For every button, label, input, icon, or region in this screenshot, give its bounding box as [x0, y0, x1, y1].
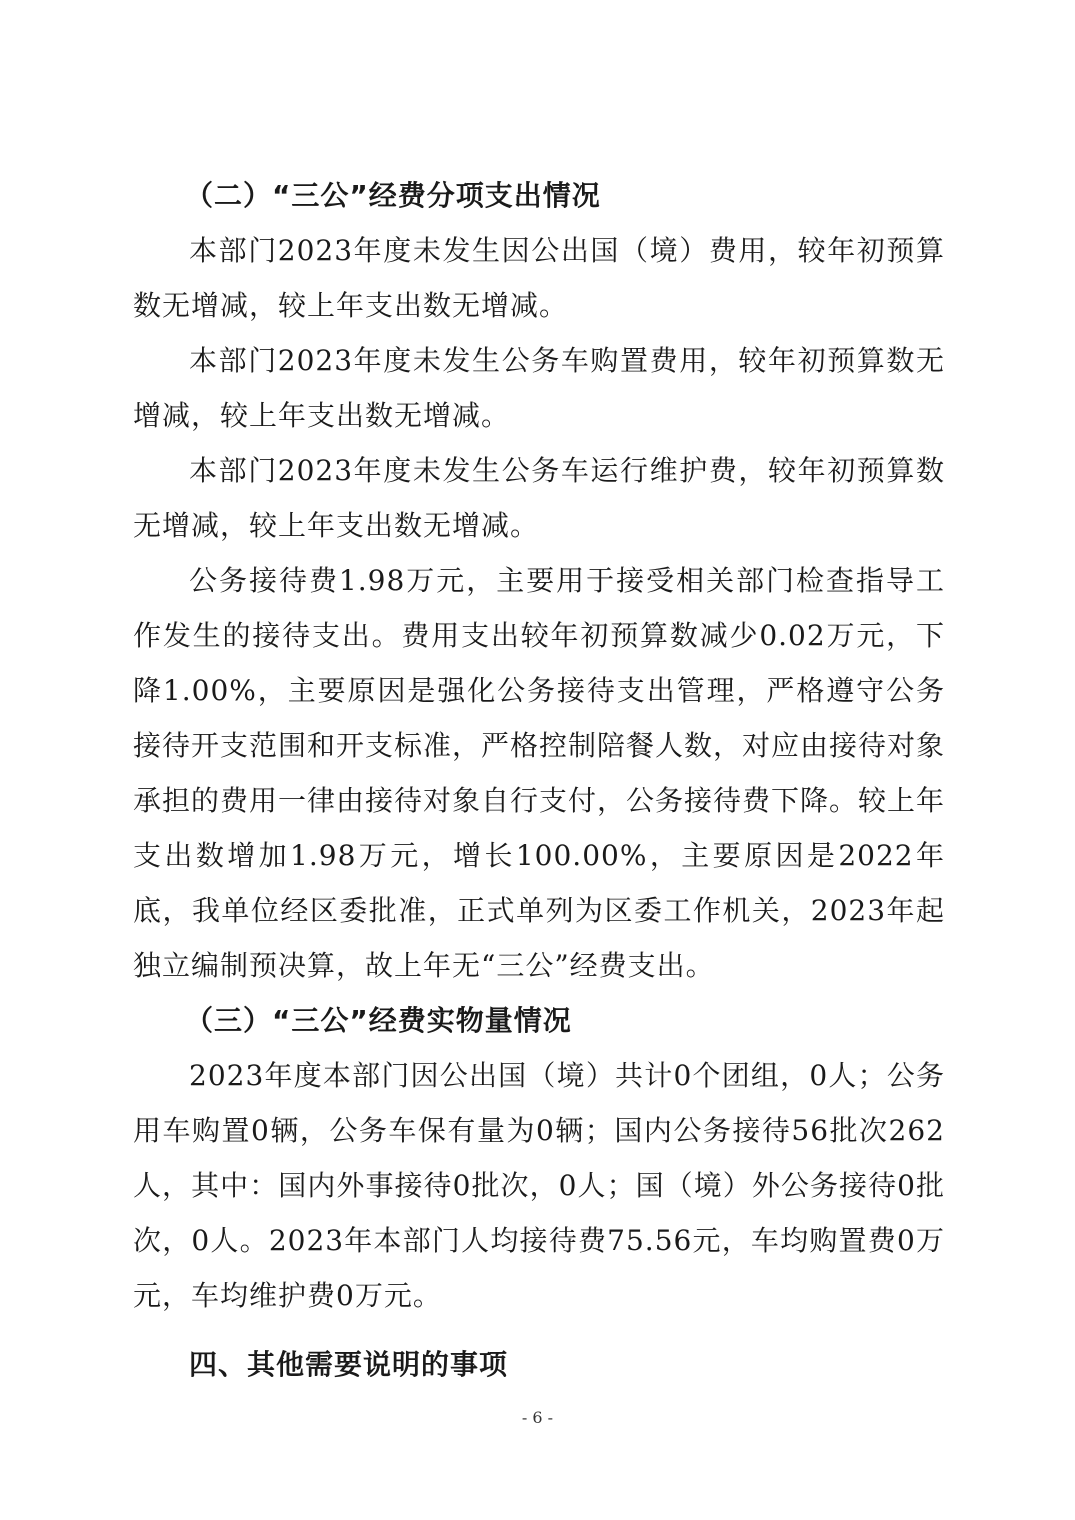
page-number: - 6 -: [521, 1408, 554, 1427]
section-heading-other-matters: 四、其他需要说明的事项: [189, 1348, 509, 1381]
paragraph-vehicle-maintenance: 本部门2023年度未发生公务车运行维护费，较年初预算数无增减，较上年支出数无增减。: [133, 454, 945, 542]
paragraph-vehicle-purchase: 本部门2023年度未发生公务车购置费用，较年初预算数无增减，较上年支出数无增减。: [133, 344, 945, 432]
section-heading-itemized-expenses: （二）“三公”经费分项支出情况: [185, 179, 601, 212]
paragraph-overseas-travel: 本部门2023年度未发生因公出国（境）费用，较年初预算数无增减，较上年支出数无增减。: [133, 234, 945, 322]
paragraph-physical-quantity: 2023年度本部门因公出国（境）共计0个团组，0人；公务用车购置0辆，公务车保有量为0辆；国内公务接待56批次262人，其中：国内外事接待0批次，0人；国（境）外公务接待0批次，0人。2023年本部门人均接待费75.56元，车均购置费0万元，车均维护费0万元。: [133, 1059, 945, 1312]
document-body: [133, 168, 945, 1392]
paragraph-reception-expenses: 公务接待费1.98万元，主要用于接受相关部门检查指导工作发生的接待支出。费用支出较年初预算数减少0.02万元，下降1.00%，主要原因是强化公务接待支出管理，严格遵守公务接待开支范围和开支标准，严格控制陪餐人数，对应由接待对象承担的费用一律由接待对象自行支付，公务接待费下降。较上年支出数增加1.98万元，增长100.00%，主要原因是2022年底，我单位经区委批准，正式单列为区委工作机关，2023年起独立编制预决算，故上年无“三公”经费支出。: [133, 564, 946, 982]
section-heading-physical-quantity: （三）“三公”经费实物量情况: [185, 1004, 572, 1037]
